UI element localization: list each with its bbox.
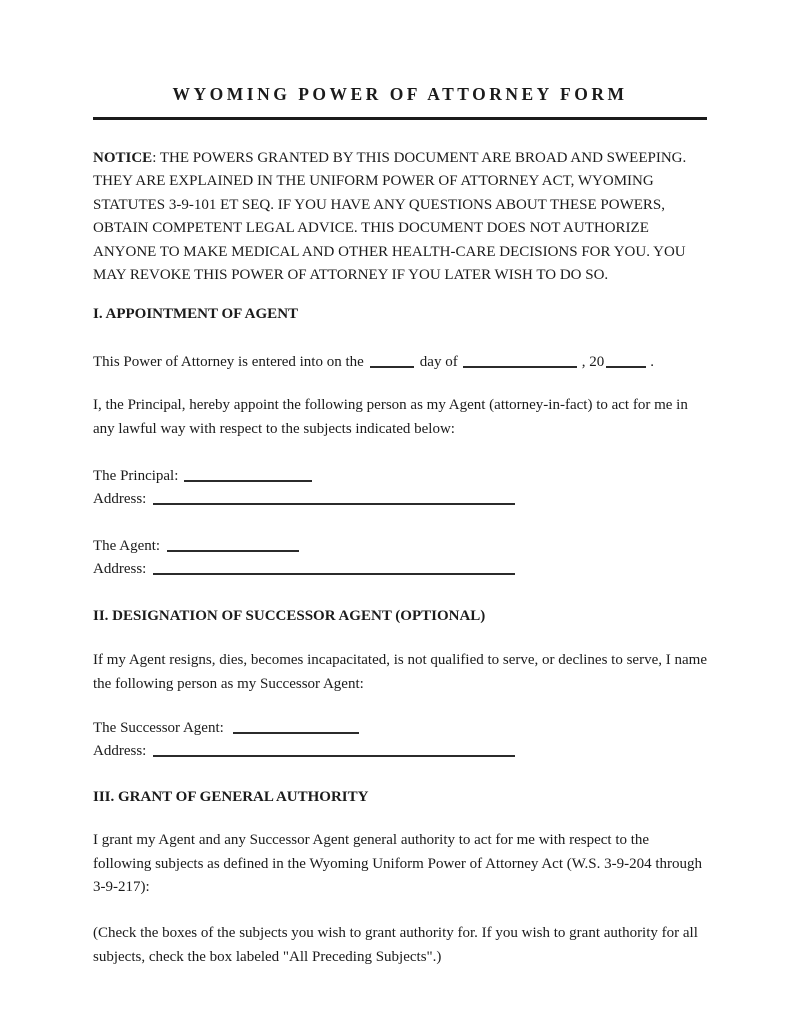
successor-block bbox=[93, 717, 707, 764]
principal-line bbox=[93, 465, 707, 488]
date-sentence-year-prefix: , 20 bbox=[581, 353, 605, 370]
agent-name-field[interactable] bbox=[167, 550, 299, 552]
date-sentence bbox=[93, 351, 707, 374]
date-sentence-middle: day of bbox=[419, 353, 458, 370]
agent-block bbox=[93, 535, 707, 582]
notice-text: : THE POWERS GRANTED BY THIS DOCUMENT ARE BROAD AND SWEEPING. THEY ARE EXPLAINED IN THE UNIFORM POWER OF ATTORNEY ACT, WYOMING STATUTES 3-9-101 ET SEQ. IF YOU HAVE ANY QUESTIONS ABOUT THESE POWERS, OBTAIN COMPETENT LEGAL ADVICE. THIS DOCUMENT DOES NOT AUTHORIZE ANYONE TO MAKE MEDICAL AND OTHER HEALTH-CARE DECISIONS FOR YOU. YOU MAY REVOKE THIS POWER OF ATTORNEY IF YOU LATER WISH TO DO SO. bbox=[93, 150, 687, 284]
section-3-heading: III. GRANT OF GENERAL AUTHORITY bbox=[93, 788, 369, 805]
successor-address-label: Address: bbox=[93, 743, 147, 760]
successor-address-line bbox=[93, 740, 707, 763]
principal-label: The Principal: bbox=[93, 468, 179, 485]
document-title: WYOMING POWER OF ATTORNEY FORM bbox=[172, 84, 628, 104]
date-sentence-suffix: . bbox=[650, 353, 654, 370]
section-2-heading: II. DESIGNATION OF SUCCESSOR AGENT (OPTIONAL) bbox=[93, 607, 486, 624]
successor-name-field[interactable] bbox=[233, 732, 359, 734]
checkbox-instruction-paragraph: (Check the boxes of the subjects you wish to grant authority for. If you wish to grant authority for all subjects, check the box labeled "All Preceding Subjects".) bbox=[93, 925, 698, 965]
agent-address-line bbox=[93, 558, 707, 581]
agent-label: The Agent: bbox=[93, 537, 161, 554]
authority-paragraph: I grant my Agent and any Successor Agent general authority to act for me with respect to the following subjects as defined in the Wyoming Uniform Power of Attorney Act (W.S. 3-9-204 through 3-9-217): bbox=[93, 832, 703, 895]
successor-paragraph: If my Agent resigns, dies, becomes incapacitated, is not qualified to serve, or declines to serve, I name the following person as my Successor Agent: bbox=[93, 652, 707, 692]
notice-paragraph bbox=[93, 147, 707, 287]
title-rule bbox=[93, 117, 707, 120]
date-sentence-prefix: This Power of Attorney is entered into on the bbox=[93, 353, 364, 370]
month-field[interactable] bbox=[463, 366, 577, 368]
appointment-paragraph: I, the Principal, hereby appoint the following person as my Agent (attorney-in-fact) to act for me in any lawful way with respect to the subjects indicated below: bbox=[93, 397, 688, 437]
year-field[interactable] bbox=[606, 366, 646, 368]
notice-label: NOTICE bbox=[93, 150, 153, 166]
section-1-heading: I. APPOINTMENT OF AGENT bbox=[93, 306, 299, 323]
principal-address-field[interactable] bbox=[153, 503, 515, 505]
agent-line bbox=[93, 535, 707, 558]
principal-block bbox=[93, 465, 707, 512]
principal-address-label: Address: bbox=[93, 491, 147, 508]
successor-line bbox=[93, 717, 707, 740]
document-content bbox=[93, 83, 707, 969]
principal-address-line bbox=[93, 488, 707, 511]
day-field[interactable] bbox=[370, 366, 414, 368]
agent-address-field[interactable] bbox=[153, 573, 515, 575]
principal-name-field[interactable] bbox=[184, 480, 312, 482]
successor-address-field[interactable] bbox=[153, 755, 515, 757]
successor-label: The Successor Agent: bbox=[93, 719, 224, 736]
agent-address-label: Address: bbox=[93, 561, 147, 578]
